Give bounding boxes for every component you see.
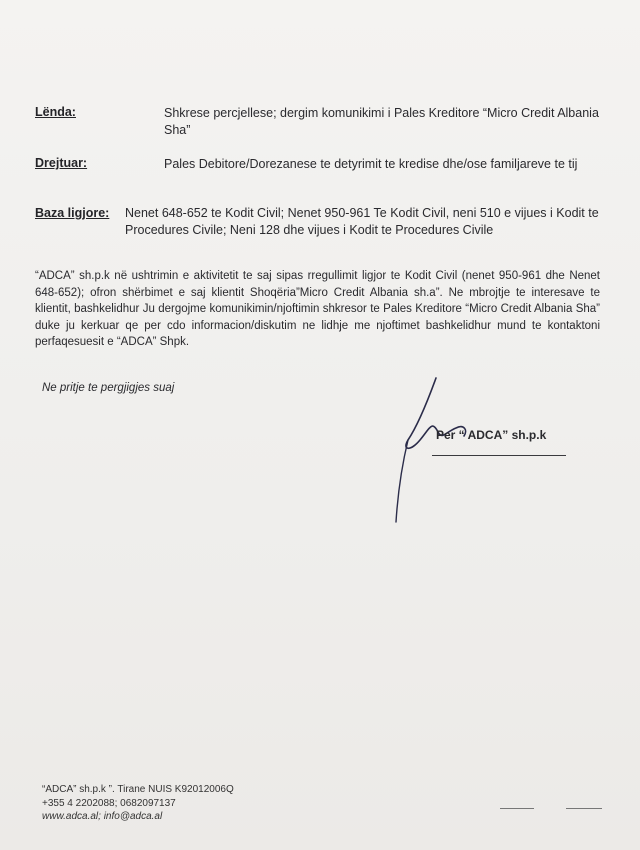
footer-contact: www.adca.al; info@adca.al (42, 811, 163, 822)
addressee-value: Pales Debitore/Dorezanese te detyrimit te kredise dhe/ose familjareve te tij (164, 157, 578, 171)
footer-phone: +355 4 2202088; 0682097137 (42, 797, 176, 809)
footer (42, 783, 234, 824)
closing-line: Ne pritje te pergjigjes suaj (42, 382, 175, 394)
subject-value: Shkrese percjellese; dergim komunikimi i Pales Kreditore “Micro Credit Albania Sha” (164, 106, 599, 137)
signer-name: Per “ ADCA” sh.p.k (436, 428, 547, 442)
body-paragraph: “ADCA” sh.p.k në ushtrimin e aktivitetit te saj sipas rregullimit ligjor te Kodit Civil (nenet 950-961 dhe Nenet 648-652); ofron shërbimet e saj klientit Shoqëria”Micro Credit Albania sh.a”. Ne mbrojtje te interesave te klientit, bashkelidhur Ju dergojme komunikimin/njoftimin shkresor te Pales Kreditore “Micro Credit Albania Sha” duke ju kerkuar qe per cdo informacion/diskutim ne lidhje me njoftimet bashkelidhur mund te kontaktoni perfaqesuesit e “ADCA” Shpk. (35, 270, 600, 348)
legal-basis-value: Nenet 648-652 te Kodit Civil; Nenet 950-961 Te Kodit Civil, neni 510 e vijues i Kodit te Procedures Civile; Neni 128 dhe vijues i Kodit te Procedures Civile (125, 206, 599, 237)
footer-company: “ADCA” sh.p.k ”. Tirane NUIS K92012006Q (42, 784, 234, 795)
handwritten-signature (380, 370, 490, 530)
footer-divider-right (566, 808, 602, 809)
subject-label: Lënda: (35, 105, 76, 119)
footer-divider-left (500, 808, 534, 809)
signature-line (432, 455, 566, 456)
legal-basis-label: Baza ligjore: (35, 206, 110, 220)
addressee-label: Drejtuar: (35, 156, 88, 170)
